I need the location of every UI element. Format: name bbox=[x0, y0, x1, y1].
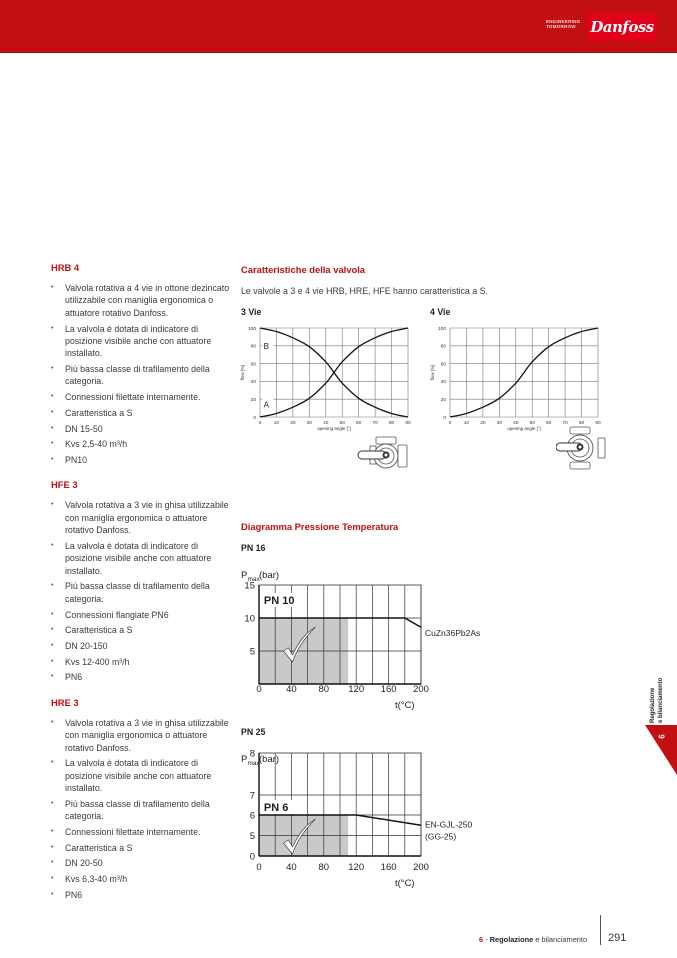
bullet-item: • PN6 bbox=[51, 671, 233, 683]
chart-title-pn16: PN 16 bbox=[241, 543, 266, 553]
series-line-b bbox=[260, 328, 408, 417]
y-tick-label: 80 bbox=[440, 344, 446, 350]
x-tick-label: 10 bbox=[273, 421, 280, 426]
x-tick-label: 40 bbox=[286, 684, 297, 695]
chapter-label-line-1: Regolazione bbox=[650, 687, 656, 723]
bullet-item: • Caratteristica a S bbox=[51, 624, 233, 636]
x-tick-label: 60 bbox=[355, 421, 362, 426]
bullet-item: • Connessioni filettate internamente. bbox=[51, 826, 233, 838]
x-tick-label: 50 bbox=[529, 421, 535, 426]
chapter-tab-label bbox=[648, 673, 674, 723]
bullet-item: • Valvola rotativa a 4 vie in ottone dezincato utilizzabile con maniglia ergonomica o attuatore rotativo Danfoss. bbox=[51, 282, 233, 319]
section-hrb4 bbox=[51, 262, 233, 466]
x-tick-label: 50 bbox=[339, 421, 345, 426]
y-tick-label: 100 bbox=[437, 326, 446, 332]
x-tick-label: 40 bbox=[286, 862, 297, 873]
section-hfe3 bbox=[51, 479, 233, 683]
y-axis-label: flow [%] bbox=[240, 364, 245, 381]
bullet-item: • Kvs 2,5-40 m³/h bbox=[51, 438, 233, 450]
four-way-valve-icon bbox=[556, 426, 606, 470]
curve-label-b: B bbox=[263, 341, 269, 351]
series-line-flow bbox=[450, 328, 598, 417]
y-tick-label: 8 bbox=[249, 748, 255, 760]
pt-chart-pn16 bbox=[235, 560, 505, 720]
series-label: (GG-25) bbox=[425, 831, 457, 842]
brand-tagline bbox=[546, 19, 580, 29]
x-tick-label: 20 bbox=[290, 421, 296, 426]
y-tick-label: 5 bbox=[249, 831, 255, 842]
y-tick-label: 20 bbox=[440, 398, 446, 403]
y-tick-label: 40 bbox=[250, 380, 256, 386]
pt-diagram-title: Diagramma Pressione Temperatura bbox=[241, 521, 399, 532]
bullet-item: • Connessioni filettate internamente. bbox=[51, 391, 233, 403]
logo-text: Danfoss bbox=[590, 18, 654, 36]
bullet-item: • DN 15-50 bbox=[51, 423, 233, 435]
y-tick-label: 6 bbox=[249, 810, 255, 822]
bullet-list bbox=[51, 717, 233, 901]
bullet-item: • Caratteristica a S bbox=[51, 407, 233, 419]
x-tick-label: 200 bbox=[413, 684, 429, 695]
y-tick-label: 15 bbox=[244, 580, 255, 592]
bullet-item: • La valvola è dotata di indicatore di posizione visibile anche con attuatore installato. bbox=[51, 757, 233, 794]
footer-chapter-number: 6 bbox=[479, 935, 484, 944]
x-axis-label: t(°C) bbox=[394, 878, 415, 889]
x-tick-label: 20 bbox=[480, 421, 486, 426]
header-band bbox=[0, 0, 677, 53]
region-label: PN 10 bbox=[263, 595, 295, 607]
y-axis-label-sub: max bbox=[247, 760, 260, 767]
x-tick-label: 40 bbox=[323, 421, 329, 426]
y-tick-label: 7 bbox=[249, 790, 255, 802]
footer-separator: - bbox=[485, 935, 488, 944]
bullet-item: • Kvs 6,3-40 m³/h bbox=[51, 873, 233, 885]
footer-chapter-rest: e bilanciamento bbox=[535, 935, 588, 944]
x-tick-label: 10 bbox=[463, 421, 470, 426]
x-tick-label: 80 bbox=[388, 421, 395, 426]
region-label: PN 6 bbox=[263, 802, 289, 814]
y-axis-label-main: P bbox=[241, 754, 248, 765]
section-title: HRB 4 bbox=[51, 262, 80, 273]
series-label: CuZn36Pb2As bbox=[425, 628, 481, 639]
chapter-tab bbox=[645, 725, 677, 775]
x-tick-label: 80 bbox=[578, 421, 585, 426]
y-tick-label: 60 bbox=[250, 362, 256, 368]
x-tick-label: 0 bbox=[256, 684, 262, 695]
x-tick-label: 0 bbox=[256, 862, 262, 873]
bullet-item: • Caratteristica a S bbox=[51, 842, 233, 854]
bullet-list bbox=[51, 499, 233, 683]
valve-characteristics-description: Le valvole a 3 e 4 vie HRB, HRE, HFE hanno caratteristica a S. bbox=[241, 286, 488, 296]
bullet-item: • Connessioni flangiate PN6 bbox=[51, 609, 233, 621]
y-axis-label-main: P bbox=[241, 570, 248, 581]
bullet-item: • Più bassa classe di trafilamento della categoria. bbox=[51, 363, 233, 388]
y-tick-label: 10 bbox=[244, 613, 255, 625]
chapter-tab-number: 6 bbox=[657, 734, 667, 739]
y-axis-label: flow [%] bbox=[430, 364, 435, 381]
x-tick-label: 70 bbox=[372, 421, 378, 426]
bullet-item: • Valvola rotativa a 3 vie in ghisa utilizzabile con maniglia ergonomica o attuatore rotativo Danfoss. bbox=[51, 499, 233, 536]
x-tick-label: 160 bbox=[380, 684, 397, 695]
product-descriptions bbox=[51, 262, 233, 914]
bullet-item: • Più bassa classe di trafilamento della categoria. bbox=[51, 580, 233, 605]
x-tick-label: 80 bbox=[318, 862, 330, 873]
y-tick-label: 40 bbox=[440, 380, 446, 386]
y-tick-label: 0 bbox=[253, 415, 256, 421]
footer-chapter-bold: Regolazione bbox=[489, 935, 534, 944]
x-tick-label: 0 bbox=[448, 421, 452, 426]
flow-chart-4-vie bbox=[425, 318, 615, 438]
series-label: EN-GJL-250 bbox=[425, 819, 473, 830]
bullet-item: • DN 20-150 bbox=[51, 640, 233, 652]
footer-divider bbox=[600, 915, 601, 945]
bullet-item: • Kvs 12-400 m³/h bbox=[51, 656, 233, 668]
bullet-item: • Valvola rotativa a 3 vie in ghisa utilizzabile con maniglia ergonomica o attuatore rotativo Danfoss. bbox=[51, 717, 233, 754]
x-tick-label: 40 bbox=[513, 421, 519, 426]
bullet-item: • La valvola è dotata di indicatore di posizione visibile anche con attuatore installato. bbox=[51, 540, 233, 577]
x-tick-label: 30 bbox=[306, 421, 313, 426]
y-axis-label-unit: (bar) bbox=[259, 570, 280, 581]
x-tick-label: 0 bbox=[258, 421, 262, 426]
flow-chart-3-vie bbox=[235, 318, 425, 438]
x-tick-label: 80 bbox=[318, 684, 330, 695]
x-tick-label: 70 bbox=[562, 421, 568, 426]
footer-chapter bbox=[479, 935, 587, 944]
section-title: HRE 3 bbox=[51, 696, 79, 708]
y-tick-label: 100 bbox=[247, 326, 256, 332]
y-tick-label: 0 bbox=[443, 415, 446, 421]
x-tick-label: 200 bbox=[413, 862, 429, 873]
page-number: 291 bbox=[608, 932, 627, 944]
bullet-item: • DN 20-50 bbox=[51, 857, 233, 869]
y-tick-label: 60 bbox=[440, 362, 446, 368]
bullet-list bbox=[51, 282, 233, 466]
bullet-item: • La valvola è dotata di indicatore di posizione visibile anche con attuatore installato. bbox=[51, 323, 233, 360]
x-tick-label: 90 bbox=[595, 421, 601, 426]
bullet-item: • Più bassa classe di trafilamento della categoria. bbox=[51, 798, 233, 823]
curve-label-a: A bbox=[263, 400, 269, 410]
y-axis-label-unit: (bar) bbox=[259, 754, 280, 765]
chart-title-4-vie: 4 Vie bbox=[430, 307, 451, 317]
x-tick-label: 90 bbox=[405, 421, 411, 426]
chapter-label-line-2: e bilanciamento bbox=[658, 677, 664, 723]
pt-chart-pn25 bbox=[235, 745, 505, 890]
tagline-line-1: ENGINEERING bbox=[546, 19, 581, 24]
y-axis-label-sub: max bbox=[247, 576, 260, 583]
valve-characteristics-title: Caratteristiche della valvola bbox=[241, 264, 366, 275]
three-way-valve-icon bbox=[354, 436, 410, 470]
bullet-item: • PN10 bbox=[51, 454, 233, 466]
x-axis-label: opening angle [°] bbox=[317, 426, 351, 431]
bullet-item: • PN6 bbox=[51, 889, 233, 901]
y-tick-label: 5 bbox=[249, 646, 255, 658]
y-tick-label: 0 bbox=[249, 851, 255, 863]
x-axis-label: t(°C) bbox=[394, 700, 415, 711]
x-tick-label: 60 bbox=[545, 421, 552, 426]
danfoss-logo bbox=[587, 13, 657, 41]
section-hre3 bbox=[51, 697, 233, 901]
x-tick-label: 120 bbox=[348, 862, 365, 873]
x-tick-label: 30 bbox=[496, 421, 503, 426]
section-title: HFE 3 bbox=[51, 479, 78, 491]
tagline-line-2: TOMORROW bbox=[546, 24, 576, 29]
x-tick-label: 120 bbox=[348, 684, 365, 695]
y-tick-label: 20 bbox=[250, 398, 256, 403]
x-axis-label: opening angle [°] bbox=[507, 426, 541, 431]
x-tick-label: 160 bbox=[380, 862, 397, 873]
chart-title-3-vie: 3 Vie bbox=[241, 307, 262, 317]
y-tick-label: 80 bbox=[250, 344, 256, 350]
chart-title-pn25: PN 25 bbox=[241, 727, 266, 737]
